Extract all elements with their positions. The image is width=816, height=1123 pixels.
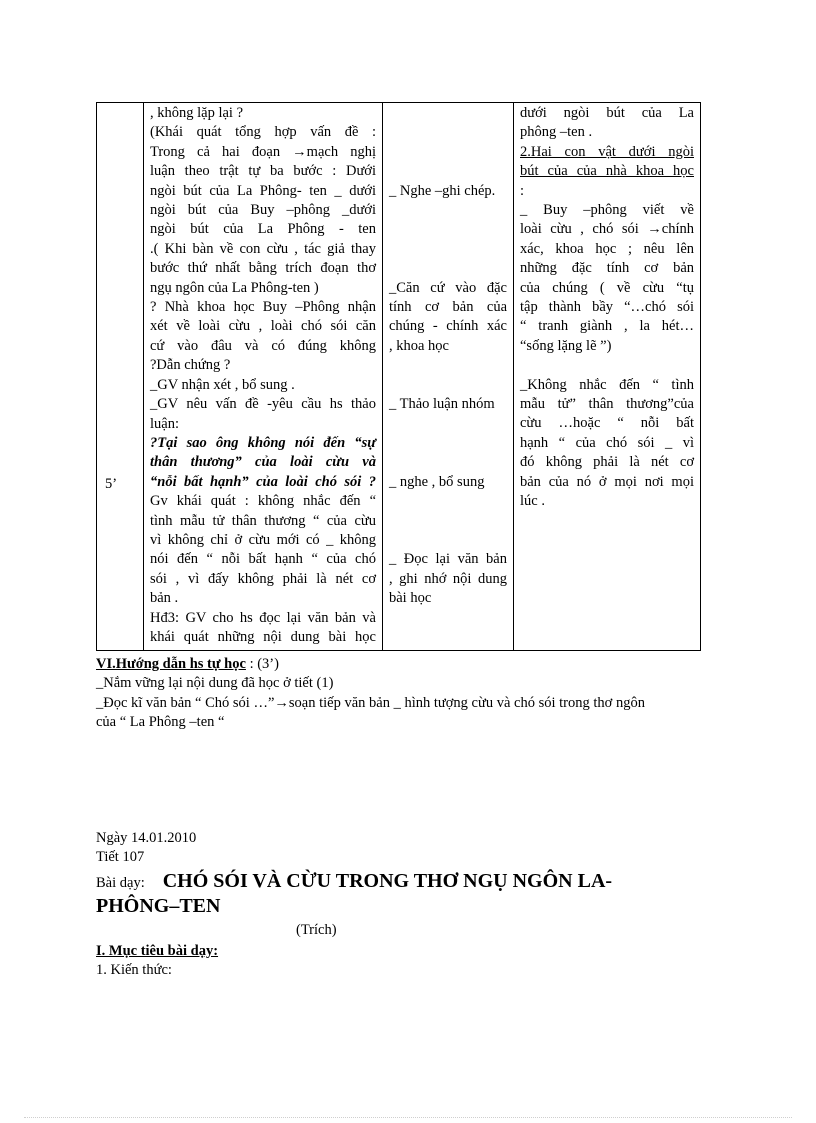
content-line: “ tranh giành , la hét…: [520, 318, 694, 335]
teacher-line: luận theo trật tự ba bước : Dưới: [150, 163, 376, 180]
teacher-line: thân thương” của loài cừu và: [150, 454, 376, 471]
student-line: [389, 376, 507, 395]
teacher-line: ?Tại sao ông không nói đến “sự: [150, 434, 376, 451]
time-label: 5’: [105, 476, 118, 492]
next-lesson-header: [96, 829, 716, 980]
teacher-line: luận:: [150, 415, 179, 432]
homework-line-1: _Nắm vững lại nội dung đã học ở tiết (1): [96, 675, 334, 692]
content-line: loài cừu , chó sói →chính: [520, 221, 694, 238]
student-line: [389, 492, 507, 511]
time-cell: [97, 103, 144, 651]
content-line: dưới ngòi bút của La: [520, 105, 694, 121]
student-line: , ghi nhớ nội dung: [389, 570, 507, 587]
content-line: tập thành bầy “…chó sói: [520, 299, 694, 316]
content-line: cừu …hoặc “ nỗi bất: [520, 415, 694, 432]
teacher-line: ngòi bút của La Phông- ten _ dưới: [150, 182, 376, 199]
student-line: _ nghe , bổ sung: [389, 473, 485, 490]
table-row: [97, 103, 701, 651]
homework-heading: VI.Hướng dẫn hs tự học: [96, 656, 246, 672]
teacher-line: .( Khi bàn về con cừu , tác giả thay: [150, 240, 376, 257]
student-line: [389, 201, 507, 220]
teacher-line: cứ vào đâu và có đúng không: [150, 337, 376, 354]
teacher-line: ngụ ngôn của La Phông-ten ): [150, 279, 319, 296]
teacher-line: Trong cả hai đoạn →mạch nghị: [150, 143, 376, 160]
content-line: hạnh “ của chó sói _ vì: [520, 434, 694, 451]
lesson-title: CHÓ SÓI VÀ CỪU TRONG THƠ NGỤ NGÔN LA-: [162, 870, 613, 892]
teacher-line: ?Dẫn chứng ?: [150, 357, 231, 374]
content-line: bút của của nhà khoa học: [520, 163, 694, 180]
objectives-heading: I. Mục tiêu bài dạy:: [96, 943, 219, 959]
teacher-line: sói , vì đấy không phải là nét cơ: [150, 570, 376, 587]
teacher-line: , không lặp lại ?: [150, 105, 244, 121]
content-line: “sống lặng lẽ ”): [520, 337, 612, 354]
teacher-line: bản .: [150, 590, 179, 607]
teacher-line: Gv khái quát : không nhắc đến “: [150, 493, 376, 510]
homework-line-3: của “ La Phông –ten “: [96, 714, 225, 731]
content-line: bản của nó ở mọi nơi mọi: [520, 473, 694, 490]
teacher-line: _GV nhận xét , bổ sung .: [150, 376, 295, 393]
student-line: tính cơ bản của: [389, 298, 507, 315]
teacher-line: nói đến “ nỗi bất hạnh “ của chó: [150, 551, 376, 568]
content-line: mẫu tử” thân thương”của: [520, 396, 694, 413]
student-line: [389, 434, 507, 453]
content-line: phông –ten .: [520, 124, 593, 141]
student-line: _Căn cứ vào đặc: [389, 279, 507, 296]
teacher-line: ngòi bút của Buy –phông _dưới: [150, 202, 376, 219]
lesson-period: Tiết 107: [96, 849, 145, 865]
student-activity-cell: [383, 103, 514, 651]
student-line: [389, 356, 507, 375]
lesson-subtitle: (Trích): [296, 922, 337, 938]
content-line: _Không nhắc đến “ tình: [520, 376, 694, 393]
teacher-line: xét về loài cừu , loài chó sói căn: [150, 318, 376, 335]
teacher-line: vì không chỉ ở cừu mới có _ không: [150, 531, 376, 548]
student-line: [389, 123, 507, 142]
lesson-plan-table: [96, 102, 701, 651]
student-line: [389, 531, 507, 550]
student-line: [389, 162, 507, 181]
homework-heading-line: [96, 655, 706, 674]
content-line: _ Buy –phông viết về: [520, 202, 694, 219]
student-activity-text: [383, 103, 513, 650]
student-line: [389, 220, 507, 239]
student-line: [389, 511, 507, 530]
lesson-title-continued: PHÔNG–TEN: [96, 895, 221, 917]
lesson-title-label: Bài dạy:: [96, 875, 145, 891]
student-line: [389, 143, 507, 162]
lesson-title-row: [96, 869, 716, 919]
student-line: [389, 259, 507, 278]
student-line: , khoa học: [389, 337, 449, 354]
homework-section: [96, 655, 706, 733]
homework-time: : (3’): [245, 656, 279, 672]
student-line: [389, 414, 507, 433]
teacher-line: _GV nêu vấn đề -yêu cầu hs thảo: [150, 396, 376, 413]
homework-line-2: _Đọc kĩ văn bản “ Chó sói …”→soạn tiếp văn bản _ hình tượng cừu và chó sói trong thơ ngôn: [96, 694, 645, 711]
knowledge-item: 1. Kiến thức:: [96, 962, 172, 978]
lesson-content-text: [514, 103, 700, 650]
teacher-activity-cell: [144, 103, 383, 651]
content-line: đó không phải là nét cơ: [520, 454, 694, 471]
teacher-line: khái quát những nội dung bài học: [150, 628, 376, 645]
teacher-line: tình mẫu tử thân thương “ của cừu: [150, 512, 376, 529]
teacher-line: (Khái quát tổng hợp vấn đề :: [150, 124, 376, 141]
content-line: lúc .: [520, 493, 545, 510]
content-line: [520, 356, 694, 375]
teacher-activity-text: [144, 103, 382, 650]
teacher-line: “nỗi bất hạnh” của loài chó sói ?: [150, 473, 376, 490]
content-line: của chúng ( về cừu “tụ: [520, 279, 694, 296]
student-line: [389, 104, 507, 123]
student-line: [389, 240, 507, 259]
student-line: _ Thảo luận nhóm: [389, 395, 495, 412]
content-line: 2.Hai con vật dưới ngòi: [520, 143, 694, 160]
content-line: :: [520, 182, 525, 199]
teacher-line: ? Nhà khoa học Buy –Phông nhận: [150, 299, 376, 316]
content-line: những đặc tính cơ bản: [520, 260, 694, 277]
teacher-line: Hđ3: GV cho hs đọc lại văn bản và: [150, 609, 376, 626]
teacher-line: ngòi bút của La Phông - ten: [150, 221, 376, 238]
teacher-line: bước thứ nhất bằng trích đoạn thơ: [150, 260, 376, 277]
lesson-date: Ngày 14.01.2010: [96, 830, 197, 846]
page-bottom-rule: [24, 1117, 792, 1118]
student-line: _ Nghe –ghi chép.: [389, 182, 496, 199]
student-line: [389, 453, 507, 472]
student-line: _ Đọc lại văn bản: [389, 551, 507, 568]
content-line: xác, khoa học ; nêu lên: [520, 240, 694, 257]
lesson-content-cell: [514, 103, 701, 651]
student-line: bài học: [389, 589, 432, 606]
student-line: chúng - chính xác: [389, 318, 507, 335]
